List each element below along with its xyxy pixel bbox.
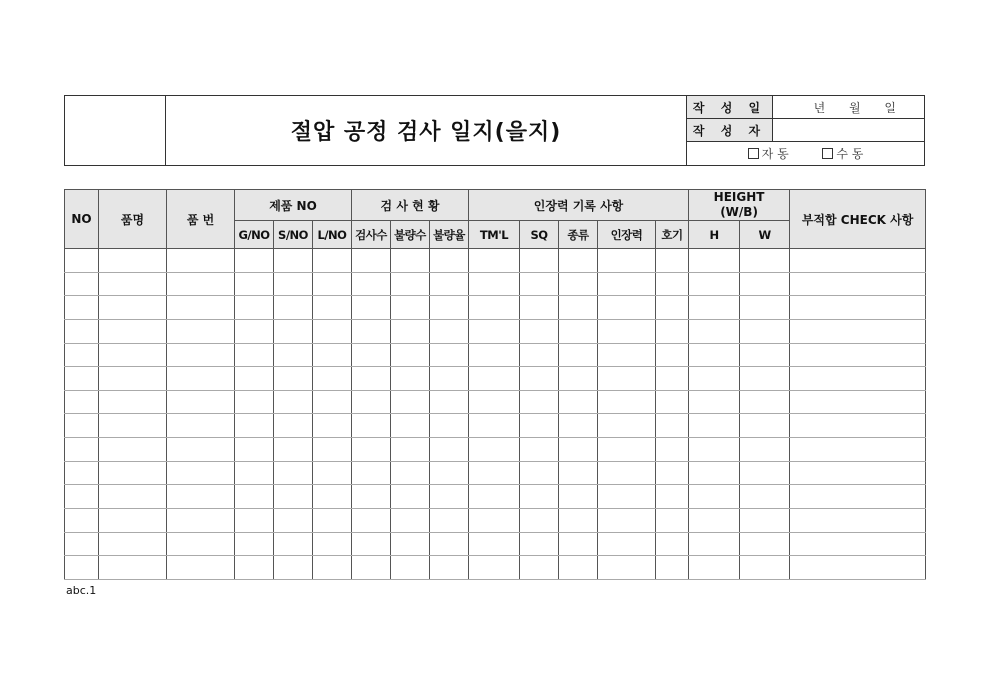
table-cell[interactable] [235,296,274,320]
table-cell[interactable] [65,509,99,533]
table-cell[interactable] [430,509,469,533]
table-cell[interactable] [167,485,235,509]
table-cell[interactable] [65,438,99,462]
table-cell[interactable] [656,532,689,556]
table-cell[interactable] [235,343,274,367]
table-cell[interactable] [167,319,235,343]
table-cell[interactable] [235,272,274,296]
table-cell[interactable] [689,367,740,391]
table-cell[interactable] [656,249,689,273]
table-cell[interactable] [656,556,689,580]
table-cell[interactable] [274,509,313,533]
table-row [65,390,926,414]
table-cell[interactable] [689,461,740,485]
table-cell[interactable] [167,249,235,273]
table-cell[interactable] [740,390,790,414]
table-cell[interactable] [559,532,598,556]
table-cell[interactable] [313,272,352,296]
manual-checkbox[interactable]: 수 동 [822,147,863,161]
table-cell[interactable] [430,249,469,273]
table-cell[interactable] [689,485,740,509]
table-cell[interactable] [559,272,598,296]
table-cell[interactable] [274,296,313,320]
table-cell[interactable] [520,296,559,320]
author-field[interactable] [773,119,925,142]
table-cell[interactable] [313,532,352,556]
table-cell[interactable] [790,532,926,556]
table-cell[interactable] [352,532,391,556]
table-cell[interactable] [689,532,740,556]
table-cell[interactable] [391,249,430,273]
table-cell[interactable] [313,367,352,391]
table-cell[interactable] [99,485,167,509]
table-cell[interactable] [99,367,167,391]
table-cell[interactable] [352,390,391,414]
table-body [65,249,926,580]
sub-tml-header: TM'L [469,221,520,249]
auto-checkbox[interactable]: 자 동 [748,147,789,161]
table-cell[interactable] [520,485,559,509]
table-cell[interactable] [520,461,559,485]
table-cell[interactable] [656,319,689,343]
table-cell[interactable] [598,414,656,438]
col-name-header: 품명 [99,190,167,249]
table-cell[interactable] [469,249,520,273]
table-cell[interactable] [689,319,740,343]
table-cell[interactable] [274,438,313,462]
table-cell[interactable] [391,367,430,391]
table-cell[interactable] [313,343,352,367]
table-row [65,367,926,391]
table-cell[interactable] [689,272,740,296]
col-part-header: 품 번 [167,190,235,249]
table-cell[interactable] [740,249,790,273]
table-cell[interactable] [99,461,167,485]
table-cell[interactable] [274,414,313,438]
table-cell[interactable] [656,485,689,509]
table-cell[interactable] [313,296,352,320]
table-cell[interactable] [740,485,790,509]
table-cell[interactable] [790,509,926,533]
checkbox-icon [748,148,759,159]
table-cell[interactable] [559,390,598,414]
table-cell[interactable] [352,296,391,320]
table-cell[interactable] [235,556,274,580]
table-cell[interactable] [740,296,790,320]
table-cell[interactable] [313,390,352,414]
table-cell[interactable] [598,367,656,391]
table-cell[interactable] [313,461,352,485]
table-cell[interactable] [656,509,689,533]
table-cell[interactable] [559,249,598,273]
table-cell[interactable] [598,296,656,320]
table-cell[interactable] [391,556,430,580]
table-cell[interactable] [430,461,469,485]
table-cell[interactable] [656,272,689,296]
table-cell[interactable] [740,414,790,438]
table-cell[interactable] [99,414,167,438]
table-cell[interactable] [559,438,598,462]
table-cell[interactable] [352,319,391,343]
table-cell[interactable] [689,343,740,367]
table-cell[interactable] [274,461,313,485]
table-cell[interactable] [235,461,274,485]
table-cell[interactable] [274,249,313,273]
group-height-header: HEIGHT (W/B) [689,190,790,221]
table-cell[interactable] [430,556,469,580]
table-cell[interactable] [598,485,656,509]
table-cell[interactable] [790,272,926,296]
table-cell[interactable] [430,367,469,391]
table-cell[interactable] [65,296,99,320]
table-cell[interactable] [235,414,274,438]
table-cell[interactable] [167,414,235,438]
logo-box [65,96,166,166]
table-cell[interactable] [391,414,430,438]
table-cell[interactable] [352,485,391,509]
table-cell[interactable] [352,272,391,296]
table-cell[interactable] [99,319,167,343]
table-cell[interactable] [598,390,656,414]
table-cell[interactable] [656,438,689,462]
table-cell[interactable] [656,296,689,320]
table-cell[interactable] [274,556,313,580]
table-cell[interactable] [274,485,313,509]
table-cell[interactable] [65,319,99,343]
sub-machine-header: 호기 [656,221,689,249]
table-cell[interactable] [469,319,520,343]
table-row [65,319,926,343]
table-cell[interactable] [520,532,559,556]
sub-sq-header: SQ [520,221,559,249]
table-cell[interactable] [99,390,167,414]
table-row [65,296,926,320]
table-cell[interactable] [790,249,926,273]
table-cell[interactable] [313,249,352,273]
date-field[interactable]: 년 월 일 [773,96,925,119]
group-product-no-header: 제품 NO [235,190,352,221]
table-cell[interactable] [559,319,598,343]
table-cell[interactable] [790,556,926,580]
table-cell[interactable] [520,343,559,367]
table-row [65,532,926,556]
table-cell[interactable] [167,556,235,580]
table-cell[interactable] [430,532,469,556]
group-inspection-header: 검 사 현 황 [352,190,469,221]
table-cell[interactable] [391,296,430,320]
table-cell[interactable] [65,343,99,367]
table-cell[interactable] [469,509,520,533]
mode-checkboxes [687,142,925,166]
table-cell[interactable] [598,532,656,556]
table-cell[interactable] [520,438,559,462]
table-cell[interactable] [235,485,274,509]
table-cell[interactable] [740,532,790,556]
table-cell[interactable] [689,556,740,580]
col-remarks-header: 부적합 CHECK 사항 [790,190,926,249]
table-cell[interactable] [790,438,926,462]
table-cell[interactable] [469,343,520,367]
table-cell[interactable] [65,532,99,556]
table-cell[interactable] [469,367,520,391]
table-cell[interactable] [469,556,520,580]
table-cell[interactable] [559,367,598,391]
sub-sno-header: S/NO [274,221,313,249]
table-cell[interactable] [598,556,656,580]
sub-defect-count-header: 불량수 [391,221,430,249]
table-cell[interactable] [235,367,274,391]
table-cell[interactable] [65,272,99,296]
sub-inspect-count-header: 검사수 [352,221,391,249]
checkbox-icon [822,148,833,159]
table-cell[interactable] [656,461,689,485]
table-cell[interactable] [167,343,235,367]
table-row [65,272,926,296]
table-row [65,249,926,273]
table-cell[interactable] [559,296,598,320]
table-cell[interactable] [99,509,167,533]
table-cell[interactable] [167,296,235,320]
table-cell[interactable] [790,414,926,438]
table-cell[interactable] [520,367,559,391]
table-cell[interactable] [740,438,790,462]
table-cell[interactable] [790,461,926,485]
table-cell[interactable] [740,272,790,296]
table-cell[interactable] [313,319,352,343]
table-cell[interactable] [352,438,391,462]
table-cell[interactable] [469,296,520,320]
table-cell[interactable] [167,438,235,462]
table-cell[interactable] [65,485,99,509]
table-cell[interactable] [99,556,167,580]
table-cell[interactable] [430,438,469,462]
table-cell[interactable] [598,461,656,485]
table-cell[interactable] [469,461,520,485]
table-cell[interactable] [391,390,430,414]
table-cell[interactable] [740,367,790,391]
sub-tension-header: 인장력 [598,221,656,249]
table-cell[interactable] [520,390,559,414]
table-cell[interactable] [430,319,469,343]
table-cell[interactable] [235,509,274,533]
table-cell[interactable] [274,532,313,556]
table-cell[interactable] [65,461,99,485]
table-row [65,509,926,533]
table-cell[interactable] [430,414,469,438]
table-cell[interactable] [559,556,598,580]
table-cell[interactable] [790,319,926,343]
table-cell[interactable] [65,367,99,391]
table-cell[interactable] [430,485,469,509]
table-cell[interactable] [559,509,598,533]
table-cell[interactable] [274,272,313,296]
sub-type-header: 종류 [559,221,598,249]
table-cell[interactable] [469,272,520,296]
table-cell[interactable] [167,390,235,414]
table-cell[interactable] [235,438,274,462]
table-cell[interactable] [352,509,391,533]
sub-gno-header: G/NO [235,221,274,249]
table-cell[interactable] [235,390,274,414]
table-cell[interactable] [99,296,167,320]
table-cell[interactable] [391,485,430,509]
table-cell[interactable] [520,319,559,343]
table-cell[interactable] [559,461,598,485]
table-cell[interactable] [352,367,391,391]
table-cell[interactable] [740,461,790,485]
table-cell[interactable] [65,556,99,580]
col-no-header: NO [65,190,99,249]
table-cell[interactable] [313,438,352,462]
table-cell[interactable] [656,343,689,367]
table-cell[interactable] [274,390,313,414]
table-cell[interactable] [469,485,520,509]
author-label: 작 성 자 [687,119,773,142]
table-cell[interactable] [689,414,740,438]
document-code: abc.1 [66,584,97,597]
table-cell[interactable] [99,343,167,367]
table-cell[interactable] [235,249,274,273]
table-cell[interactable] [559,414,598,438]
table-row [65,485,926,509]
table-cell[interactable] [391,532,430,556]
table-cell[interactable] [235,319,274,343]
table-row [65,414,926,438]
table-cell[interactable] [274,319,313,343]
table-cell[interactable] [656,367,689,391]
table-cell[interactable] [99,249,167,273]
table-cell[interactable] [313,556,352,580]
table-cell[interactable] [430,390,469,414]
table-cell[interactable] [65,249,99,273]
table-cell[interactable] [520,249,559,273]
table-cell[interactable] [469,438,520,462]
table-cell[interactable] [430,343,469,367]
table-cell[interactable] [598,343,656,367]
table-cell[interactable] [167,532,235,556]
sub-w-header: W [740,221,790,249]
table-cell[interactable] [559,343,598,367]
table-cell[interactable] [520,414,559,438]
table-cell[interactable] [689,390,740,414]
table-cell[interactable] [430,296,469,320]
table-cell[interactable] [689,509,740,533]
table-cell[interactable] [689,438,740,462]
table-cell[interactable] [469,390,520,414]
table-cell[interactable] [167,272,235,296]
sub-lno-header: L/NO [313,221,352,249]
table-cell[interactable] [790,485,926,509]
table-cell[interactable] [391,272,430,296]
table-cell[interactable] [65,390,99,414]
table-row [65,438,926,462]
table-cell[interactable] [65,414,99,438]
table-cell[interactable] [520,272,559,296]
table-cell[interactable] [235,532,274,556]
sub-defect-rate-header: 불량율 [430,221,469,249]
table-cell[interactable] [689,249,740,273]
table-cell[interactable] [167,461,235,485]
table-row [65,461,926,485]
table-cell[interactable] [598,509,656,533]
table-cell[interactable] [391,461,430,485]
inspection-table [64,189,926,580]
group-tension-header: 인장력 기록 사항 [469,190,689,221]
table-cell[interactable] [391,509,430,533]
table-cell[interactable] [598,272,656,296]
table-cell[interactable] [689,296,740,320]
table-row [65,343,926,367]
table-cell[interactable] [740,556,790,580]
table-cell[interactable] [790,367,926,391]
table-cell[interactable] [99,438,167,462]
table-cell[interactable] [391,319,430,343]
table-cell[interactable] [520,509,559,533]
table-cell[interactable] [559,485,598,509]
table-cell[interactable] [790,343,926,367]
table-cell[interactable] [790,296,926,320]
table-cell[interactable] [167,509,235,533]
table-row [65,556,926,580]
table-cell[interactable] [520,556,559,580]
table-cell[interactable] [274,367,313,391]
table-cell[interactable] [167,367,235,391]
date-label: 작 성 일 [687,96,773,119]
table-cell[interactable] [740,509,790,533]
table-cell[interactable] [656,390,689,414]
table-cell[interactable] [313,485,352,509]
table-cell[interactable] [656,414,689,438]
table-cell[interactable] [598,438,656,462]
table-cell[interactable] [352,414,391,438]
table-cell[interactable] [391,438,430,462]
table-cell[interactable] [352,461,391,485]
table-cell[interactable] [740,319,790,343]
table-cell[interactable] [469,532,520,556]
table-cell[interactable] [313,509,352,533]
table-cell[interactable] [313,414,352,438]
table-cell[interactable] [740,343,790,367]
table-cell[interactable] [274,343,313,367]
table-cell[interactable] [99,272,167,296]
document-title: 절압 공정 검사 일지(을지) [166,96,687,166]
table-cell[interactable] [352,556,391,580]
table-cell[interactable] [790,390,926,414]
header-table [64,95,925,166]
table-cell[interactable] [352,249,391,273]
table-cell[interactable] [99,532,167,556]
table-cell[interactable] [598,249,656,273]
table-cell[interactable] [469,414,520,438]
table-cell[interactable] [391,343,430,367]
sub-h-header: H [689,221,740,249]
table-cell[interactable] [352,343,391,367]
table-cell[interactable] [598,319,656,343]
table-cell[interactable] [430,272,469,296]
